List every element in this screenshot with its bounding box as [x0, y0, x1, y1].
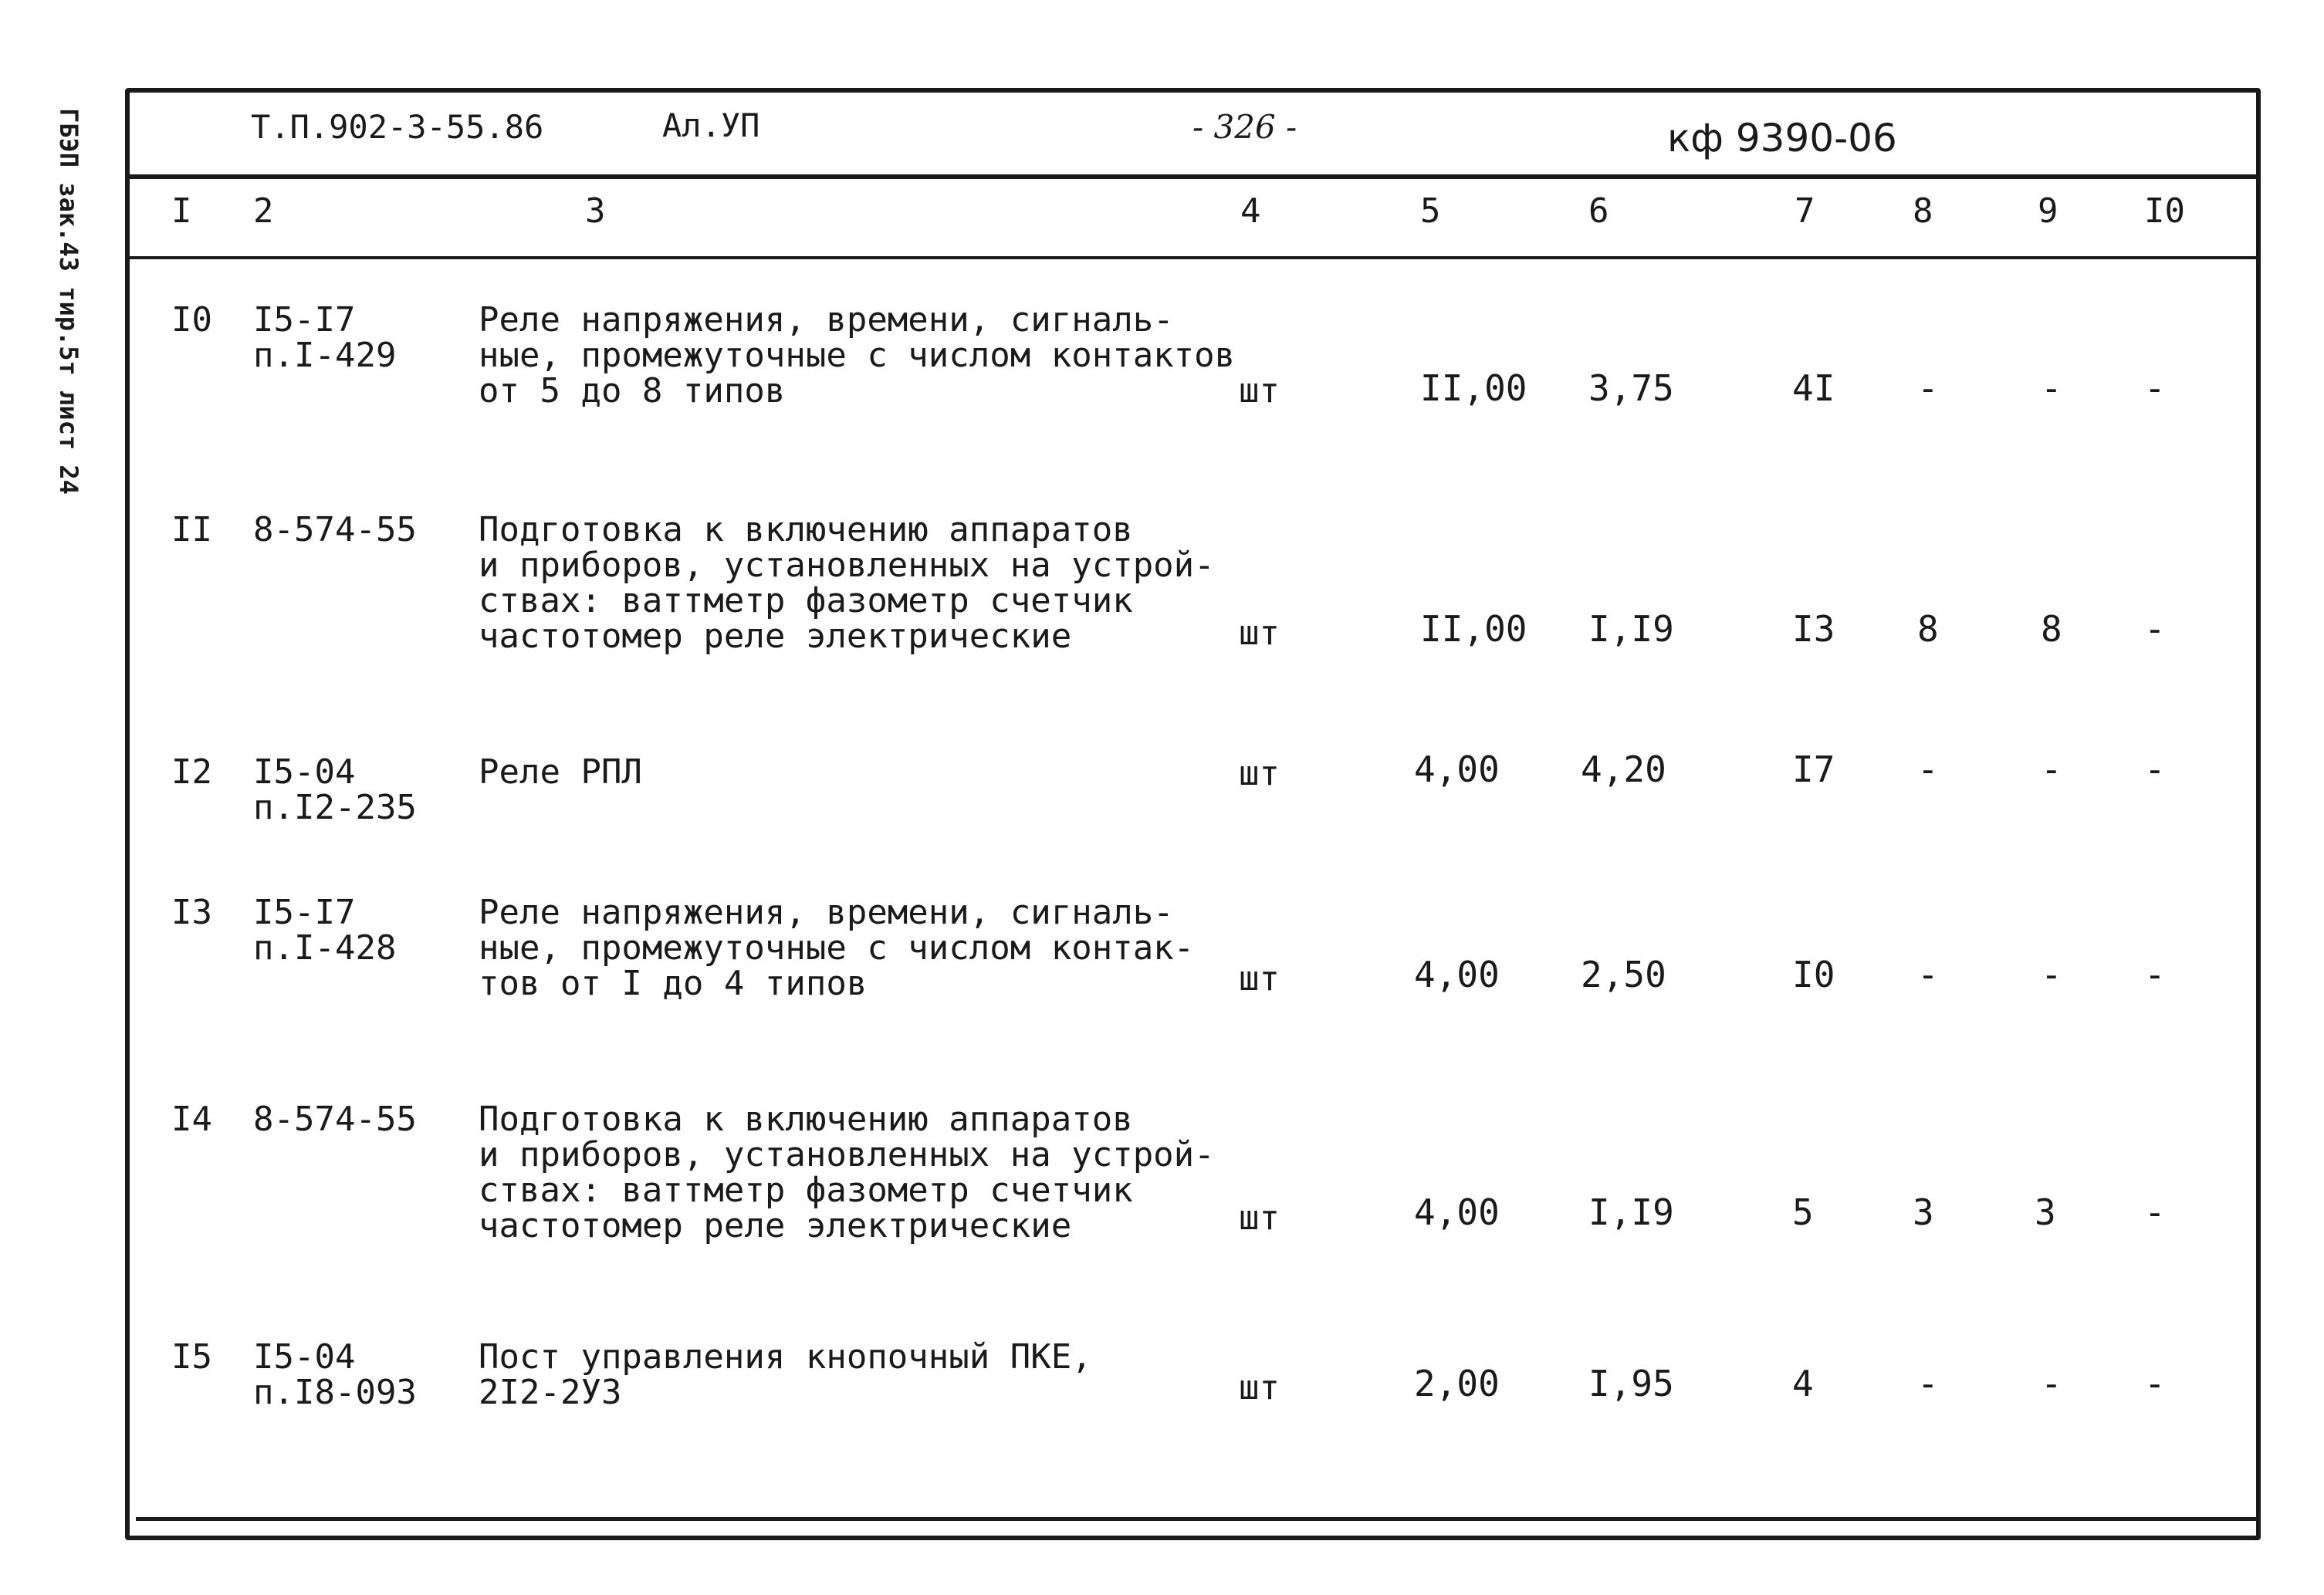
album-label: Ал.УП	[662, 106, 760, 144]
col9-value: -	[2041, 367, 2062, 409]
col10-value: -	[2144, 749, 2166, 790]
row-number: II	[171, 510, 212, 549]
col8-value: -	[1917, 367, 1939, 409]
col9-value: -	[2041, 954, 2062, 995]
norm-code: I5-04 п.I8-093	[253, 1337, 417, 1412]
work-description: Подготовка к включению аппаратов и приборов, установленных на устрой- ствах: ваттметр фазометр счетчик частотомер реле электрические	[479, 510, 1215, 656]
unit: шт	[1239, 613, 1280, 653]
row-number: I0	[171, 300, 212, 340]
unit: шт	[1239, 959, 1280, 999]
unit: шт	[1239, 754, 1280, 793]
row-number: I3	[171, 893, 212, 932]
column-number-3: 3	[585, 191, 606, 231]
col9-value: 3	[2035, 1191, 2056, 1233]
column-number-9: 9	[2038, 191, 2058, 231]
quantity: II,00	[1420, 367, 1527, 409]
col10-value: -	[2144, 608, 2166, 650]
col7-value: I7	[1792, 749, 1835, 790]
header-divider	[130, 174, 2256, 179]
row-number: I2	[171, 752, 212, 792]
side-stamp-text: ГБЭП зак.43 тир.5т лист 24	[54, 108, 83, 495]
col10-value: -	[2144, 1363, 2166, 1404]
rate: 2,50	[1581, 954, 1666, 995]
side-stamp	[46, 108, 93, 494]
row-number: I4	[171, 1100, 212, 1139]
document-number: кф 9390-06	[1667, 116, 1897, 161]
col9-value: -	[2041, 1363, 2062, 1404]
work-description: Подготовка к включению аппаратов и приборов, установленных на устрой- ствах: ваттметр фазометр счетчик частотомер реле электрические	[479, 1100, 1215, 1245]
col9-value: -	[2041, 749, 2062, 790]
column-number-7: 7	[1795, 191, 1815, 231]
col8-value: -	[1917, 749, 1939, 790]
column-numbers-divider	[130, 256, 2256, 259]
col8-value: -	[1917, 1363, 1939, 1404]
col7-value: 5	[1792, 1191, 1814, 1233]
rate: I,I9	[1588, 1191, 1674, 1233]
column-number-6: 6	[1588, 191, 1609, 231]
quantity: 2,00	[1414, 1363, 1500, 1404]
quantity: 4,00	[1414, 954, 1500, 995]
rate: 3,75	[1588, 367, 1674, 409]
col10-value: -	[2144, 1191, 2166, 1233]
column-number-8: 8	[1913, 191, 1933, 231]
rate: I,I9	[1588, 608, 1674, 650]
unit: шт	[1239, 1198, 1280, 1238]
col8-value: 8	[1917, 608, 1939, 650]
work-description: Пост управления кнопочный ПКЕ, 2I2-2У3	[479, 1337, 1092, 1412]
unit: шт	[1239, 1368, 1280, 1407]
col7-value: I3	[1792, 608, 1835, 650]
column-number-5: 5	[1420, 191, 1441, 231]
row-number: I5	[171, 1337, 212, 1377]
col8-value: 3	[1913, 1191, 1934, 1233]
work-description: Реле напряжения, времени, сигналь- ные, промежуточные с числом контактов от 5 до 8 типов	[479, 300, 1236, 411]
page-number: - 326 -	[1192, 108, 1297, 146]
norm-code: I5-I7 п.I-428	[253, 893, 397, 968]
project-code: Т.П.902-3-55.86	[251, 108, 544, 146]
quantity: 4,00	[1414, 749, 1500, 790]
quantity: 4,00	[1414, 1191, 1500, 1233]
col9-value: 8	[2041, 608, 2062, 650]
col10-value: -	[2144, 954, 2166, 995]
unit: шт	[1239, 371, 1280, 411]
norm-code: I5-04 п.I2-235	[253, 752, 417, 827]
rate: I,95	[1588, 1363, 1674, 1404]
norm-code: I5-I7 п.I-429	[253, 300, 397, 375]
work-description: Реле напряжения, времени, сигналь- ные, промежуточные с числом контак- тов от I до 4 типов	[479, 893, 1195, 1003]
column-number-1: I	[171, 191, 192, 231]
column-number-4: 4	[1240, 191, 1261, 231]
column-number-2: 2	[253, 191, 274, 231]
quantity: II,00	[1420, 608, 1527, 650]
work-description: Реле РПЛ	[479, 752, 642, 792]
col8-value: -	[1917, 954, 1939, 995]
col7-value: 4I	[1792, 367, 1835, 409]
col7-value: I0	[1792, 954, 1835, 995]
norm-code: 8-574-55	[253, 1100, 417, 1139]
column-number-10: I0	[2144, 191, 2185, 231]
frame-bottom-line	[136, 1517, 2257, 1521]
col10-value: -	[2144, 367, 2166, 409]
col7-value: 4	[1792, 1363, 1814, 1404]
rate: 4,20	[1581, 749, 1666, 790]
norm-code: 8-574-55	[253, 510, 417, 549]
